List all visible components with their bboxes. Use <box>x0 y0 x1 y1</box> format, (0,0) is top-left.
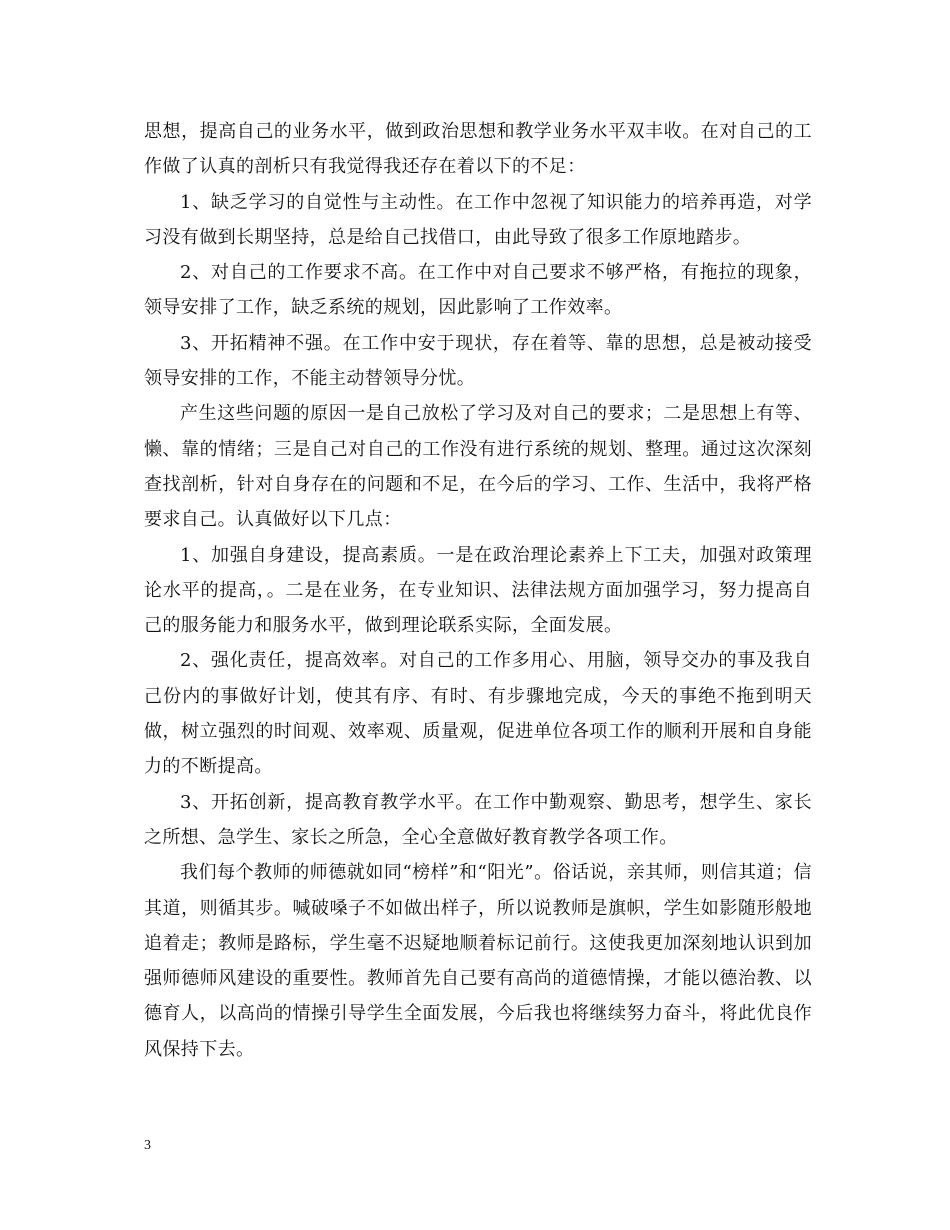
paragraph: 1、缺乏学习的自觉性与主动性。在工作中忽视了知识能力的培养再造，对学习没有做到长期坚持，总是给自己找借口，由此导致了很多工作原地踏步。 <box>144 191 812 248</box>
paragraph: 产生这些问题的原因一是自己放松了学习及对自己的要求；二是思想上有等、懒、靠的情绪；三是自己对自己的工作没有进行系统的规划、整理。通过这次深刻查找剖析，针对自身存在的问题和不足，在今后的学习、工作、生活中，我将严格要求自己。认真做好以下几点： <box>144 403 812 531</box>
paragraph: 1、加强自身建设，提高素质。一是在政治理论素养上下工夫，加强对政策理论水平的提高，。二是在业务，在专业知识、法律法规方面加强学习，努力提高自己的服务能力和服务水平，做到理论联系实际，全面发展。 <box>144 544 812 637</box>
paragraph: 3、开拓创新，提高教育教学水平。在工作中勤观察、勤思考，想学生、家长之所想、急学生、家长之所急，全心全意做好教育教学各项工作。 <box>144 791 812 848</box>
paragraph: 2、对自己的工作要求不高。在工作中对自己要求不够严格，有拖拉的现象，领导安排了工作，缺乏系统的规划，因此影响了工作效率。 <box>144 262 812 319</box>
paragraph: 3、开拓精神不强。在工作中安于现状，存在着等、靠的思想，总是被动接受领导安排的工作，不能主动替领导分忧。 <box>144 332 812 390</box>
paragraph: 我们每个教师的师德就如同“榜样”和“阳光”。俗话说，亲其师，则信其道；信其道，则循其步。喊破嗓子不如做出样子，所以说教师是旗帜，学生如影随形般地追着走；教师是路标，学生毫不迟疑地顺着标记前行。这使我更加深刻地认识到加强师德师风建设的重要性。教师首先自己要有高尚的道德情操，才能以德治教、以德育人，以高尚的情操引导学生全面发展，今后我也将继续努力奋斗，将此优良作风保持下去。 <box>144 862 812 1060</box>
paragraph: 2、强化责任，提高效率。对自己的工作多用心、用脑，领导交办的事及我自己份内的事做好计划，使其有序、有时、有步骤地完成，今天的事绝不拖到明天做，树立强烈的时间观、效率观、质量观，促进单位各项工作的顺利开展和自身能力的不断提高。 <box>144 650 812 778</box>
body-text <box>144 114 812 1067</box>
page-number: 3 <box>144 1138 151 1153</box>
paragraph: 思想，提高自己的业务水平，做到政治思想和教学业务水平双丰收。在对自己的工作做了认真的剖析只有我觉得我还存在着以下的不足： <box>144 121 812 178</box>
